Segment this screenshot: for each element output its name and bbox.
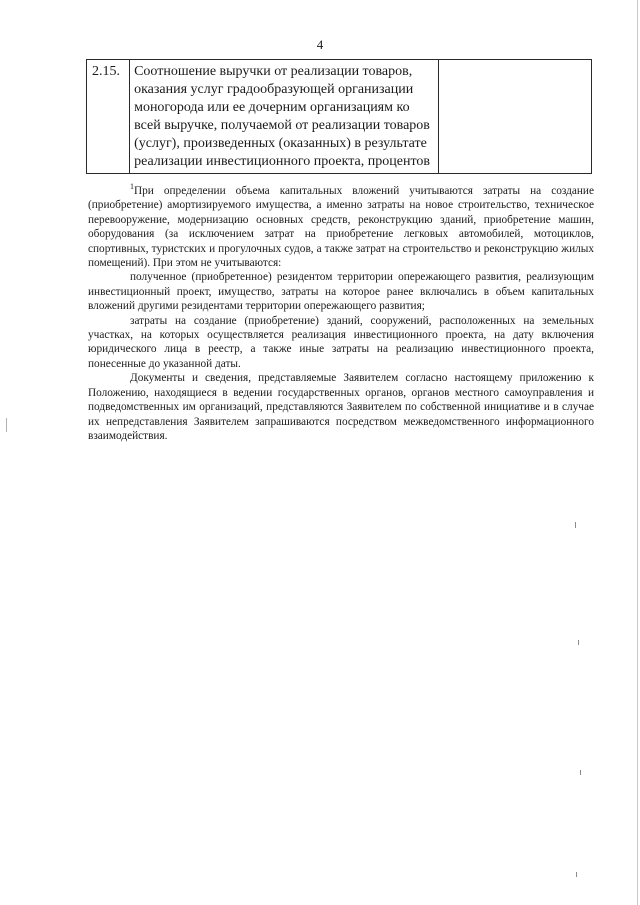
indicators-table (86, 59, 592, 174)
footnote-paragraph-2: полученное (приобретенное) резидентом территории опережающего развития, реализующим инвестиционный проект, имущество, затраты на которое ранее включались в объем капитальных вложений другими резидентами территории опережающего развития; (88, 271, 594, 313)
scan-artifact (576, 872, 577, 877)
documents-paragraph: Документы и сведения, представляемые Заявителем согласно настоящему приложению к Положению, находящиеся в ведении государственных органов, органов местного самоуправления и подведомственных им организаций, представляются Заявителем по собственной инициативе и в случае их непредставления Заявителем запрашиваются посредством межведомственного информационного взаимодействия. (88, 372, 594, 442)
scan-artifact (637, 0, 638, 905)
footnote-section (88, 184, 594, 443)
footnote-paragraph-3: затраты на создание (приобретение) зданий, сооружений, расположенных на земельных участках, на которых осуществляется реализация инвестиционного проекта, на дату включения юридического лица в реестр, а также иные затраты на реализацию инвестиционного проекта, понесенные до указанной даты. (88, 314, 594, 370)
page-number: 4 (316, 37, 324, 52)
footnote-paragraph-1 (88, 184, 594, 270)
row-number: 2.15. (87, 60, 130, 174)
footnote-marker: 1 (130, 182, 134, 192)
footnote-text-1: При определении объема капитальных вложений учитываются затраты на создание (приобретение) амортизируемого имущества, а именно затраты на новое строительство, техническое перевооружение, модернизацию основных средств, реконструкцию зданий, приобретение машин, оборудования (за исключением затрат на приобретение легковых автомобилей, мотоциклов, спортивных, туристских и прогулочных судов, а также затрат на строительство и реконструкцию жилых помещений). При этом не учитываются: (88, 185, 594, 270)
scan-artifact (578, 640, 579, 645)
scan-artifact (575, 522, 576, 528)
row-value-cell (438, 60, 591, 174)
scan-artifact (6, 418, 7, 432)
row-indicator-text: Соотношение выручки от реализации товаров, оказания услуг градообразующей организации моногорода или ее дочерним организациям ко всей выручке, получаемой от реализации товаров (услуг), произведенных (оказанных) в результате реализации инвестиционного проекта, процентов (130, 60, 439, 174)
table-row (87, 60, 592, 174)
scan-artifact (580, 770, 581, 775)
